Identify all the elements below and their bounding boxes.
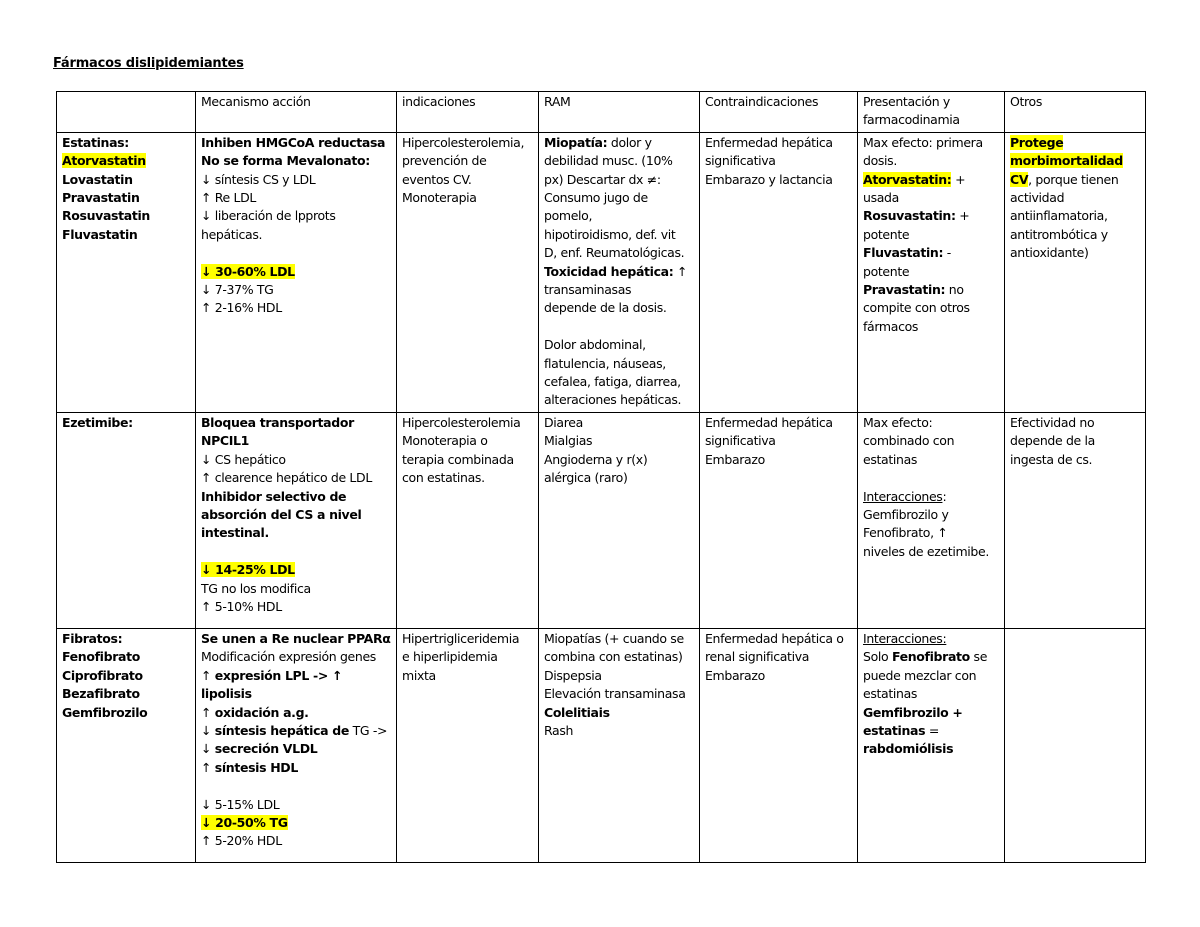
cell-line [544, 451, 694, 469]
cell-text: = [925, 722, 939, 738]
cell-line [544, 391, 694, 409]
cell-text: Consumo jugo de [544, 190, 648, 206]
cell-text: Inhiben HMGCoA reductasa [201, 134, 386, 150]
header-cell-contraindications: Contraindicaciones [700, 92, 858, 133]
cell-line [201, 543, 391, 561]
cell-text: ↑ 2-16% HDL [201, 300, 282, 316]
cell-line [201, 299, 391, 317]
cell-text: Enfermedad hepática [705, 134, 833, 150]
cell-text: ↑ clearence hepático de LDL [201, 470, 372, 486]
cell-text: Pravastatin: [863, 282, 946, 298]
table-row-statins [57, 132, 1146, 412]
cell-text: ↑ 5-10% HDL [201, 598, 282, 614]
cell-presentation [858, 132, 1005, 412]
cell-line [705, 414, 852, 432]
cell-text: Ezetimibe: [62, 414, 133, 430]
cell-text: pomelo, [544, 208, 593, 224]
cell-text: Elevación transaminasa [544, 686, 686, 702]
cell-text: significativa [705, 433, 776, 449]
cell-text: usada [863, 190, 899, 206]
cell-text: Monoterapia o [402, 433, 488, 449]
cell-line [544, 207, 694, 225]
cell-line [544, 299, 694, 317]
cell-text: Angioderna y r(x) [544, 451, 648, 467]
cell-line [201, 414, 391, 432]
cell-text: depende de la dosis. [544, 300, 667, 316]
cell-ram [539, 412, 700, 628]
cell-text: Monoterapia [402, 190, 477, 206]
cell-line [705, 152, 852, 170]
cell-text: Gemfibrozilo + [863, 704, 963, 720]
cell-text: Fluvastatin: [863, 245, 944, 261]
cell-line [705, 667, 852, 685]
cell-line [544, 648, 694, 666]
cell-text: transaminasas [544, 282, 632, 298]
cell-line [402, 469, 533, 487]
cell-text: mixta [402, 667, 436, 683]
cell-text: estatinas [863, 686, 918, 702]
cell-presentation [858, 412, 1005, 628]
cell-line [705, 630, 852, 648]
cell-line [544, 336, 694, 354]
cell-text: Dolor abdominal, [544, 337, 646, 353]
cell-other [1005, 132, 1146, 412]
cell-text: Protege [1010, 134, 1064, 150]
cell-line [544, 134, 694, 152]
cell-contraindications [700, 132, 858, 412]
cell-text: Modificación expresión genes [201, 649, 376, 665]
cell-text: cefalea, fatiga, diarrea, [544, 374, 681, 390]
cell-line [402, 432, 533, 450]
cell-line [402, 667, 533, 685]
cell-line [863, 506, 999, 524]
cell-text: estatinas [863, 722, 926, 738]
cell-line [863, 722, 999, 740]
cell-line [402, 171, 533, 189]
cell-line [1010, 432, 1140, 450]
cell-text: Toxicidad hepática: [544, 263, 674, 279]
cell-text: Colelitiais [544, 704, 610, 720]
cell-line [544, 722, 694, 740]
cell-line [201, 561, 391, 579]
cell-line [62, 630, 190, 648]
cell-text: - [943, 245, 951, 261]
cell-text: ↓ 20-50% TG [201, 814, 288, 830]
cell-text: Gemfibrozilo [62, 704, 148, 720]
cell-text: Embarazo [705, 667, 765, 683]
cell-text: ↑ Re LDL [201, 190, 256, 206]
cell-line [544, 263, 694, 281]
cell-text: ↑ [673, 263, 688, 279]
table-row-fibrates [57, 628, 1146, 862]
cell-line [201, 244, 391, 262]
cell-line [544, 432, 694, 450]
cell-text: absorción del CS a nivel [201, 506, 362, 522]
cell-line [402, 134, 533, 152]
cell-line [201, 226, 391, 244]
cell-text: secreción VLDL [214, 741, 318, 757]
cell-line [1010, 171, 1140, 189]
cell-text: , porque tienen [1028, 171, 1119, 187]
cell-line [863, 318, 999, 336]
cell-indications [397, 132, 539, 412]
cell-text: hepáticas. [201, 226, 263, 242]
cell-line [863, 648, 999, 666]
cell-line [863, 414, 999, 432]
cell-text: Fibratos: [62, 630, 123, 646]
cell-text: ↓ 14-25% LDL [201, 562, 295, 578]
cell-line [201, 648, 391, 666]
cell-text: ↑ 5-20% HDL [201, 833, 282, 849]
cell-line [705, 432, 852, 450]
cell-text: ↓ liberación de lpprots [201, 208, 336, 224]
cell-text: Rosuvastatin [62, 208, 150, 224]
cell-text: terapia combinada [402, 451, 514, 467]
cell-text: significativa [705, 153, 776, 169]
cell-line [863, 524, 999, 542]
cell-contraindications [700, 628, 858, 862]
cell-text: px) Descartar dx ≠: [544, 171, 661, 187]
cell-text: Hipercolesterolemia, [402, 134, 525, 150]
cell-text: compite con otros [863, 300, 970, 316]
cell-text: : [942, 488, 947, 504]
cell-text: combina con estatinas) [544, 649, 683, 665]
cell-line [201, 469, 391, 487]
cell-text: ↓ síntesis CS y LDL [201, 171, 316, 187]
cell-text: Mialgias [544, 433, 593, 449]
cell-line [544, 171, 694, 189]
header-cell-mechanism: Mecanismo acción [196, 92, 397, 133]
cell-text: Fluvastatin [62, 226, 138, 242]
cell-line [201, 598, 391, 616]
cell-line [201, 722, 391, 740]
cell-text: eventos CV. [402, 171, 472, 187]
cell-line [863, 244, 999, 262]
cell-text: Fenofibrato [891, 649, 970, 665]
cell-text: + [951, 171, 966, 187]
cell-line [62, 226, 190, 244]
cell-line [201, 814, 391, 832]
cell-line [863, 207, 999, 225]
cell-line [201, 832, 391, 850]
cell-indications [397, 412, 539, 628]
cell-line [201, 580, 391, 598]
cell-line [863, 451, 999, 469]
cell-line [201, 777, 391, 795]
cell-line [544, 469, 694, 487]
header-cell-drug [57, 92, 196, 133]
cell-line [201, 704, 391, 722]
cell-other [1005, 628, 1146, 862]
cell-text: depende de la [1010, 433, 1095, 449]
cell-line [201, 189, 391, 207]
cell-line [1010, 207, 1140, 225]
cell-line [201, 796, 391, 814]
cell-line [201, 134, 391, 152]
cell-line [544, 373, 694, 391]
cell-text: morbimortalidad [1010, 153, 1123, 169]
cell-text: ↓ CS hepático [201, 451, 286, 467]
cell-line [863, 740, 999, 758]
cell-line [62, 704, 190, 722]
cell-line [544, 685, 694, 703]
cell-line [863, 263, 999, 281]
cell-line [544, 414, 694, 432]
cell-text: Rosuvastatin: [863, 208, 956, 224]
cell-line [1010, 134, 1140, 152]
cell-line [705, 134, 852, 152]
cell-mechanism [196, 412, 397, 628]
cell-text: Hipercolesterolemia [402, 414, 521, 430]
cell-text: Atorvastatin: [863, 171, 952, 187]
cell-line [201, 451, 391, 469]
cell-text: ingesta de cs. [1010, 451, 1093, 467]
cell-text: Dispepsia [544, 667, 602, 683]
cell-line [544, 244, 694, 262]
cell-text: antioxidante) [1010, 245, 1089, 261]
cell-text: síntesis hepática de [214, 722, 349, 738]
cell-line [402, 630, 533, 648]
cell-text: alteraciones hepáticas. [544, 392, 682, 408]
cell-text: Solo [863, 649, 892, 665]
cell-text: Miopatías (+ cuando se [544, 630, 684, 646]
cell-text: actividad [1010, 190, 1065, 206]
cell-text: síntesis HDL [214, 759, 298, 775]
cell-contraindications [700, 412, 858, 628]
cell-line [863, 299, 999, 317]
cell-line [201, 524, 391, 542]
cell-line [1010, 414, 1140, 432]
cell-line [201, 759, 391, 777]
cell-line [863, 469, 999, 487]
cell-text: ↑ [201, 704, 215, 720]
cell-line [544, 355, 694, 373]
cell-line [544, 189, 694, 207]
cell-line [62, 152, 190, 170]
cell-text: Max efecto: primera [863, 134, 983, 150]
cell-text: debilidad musc. (10% [544, 153, 673, 169]
cell-text: prevención de [402, 153, 487, 169]
cell-line [201, 263, 391, 281]
cell-text: niveles de ezetimibe. [863, 543, 989, 559]
cell-text: Rash [544, 722, 574, 738]
cell-text: Efectividad no [1010, 414, 1095, 430]
cell-mechanism [196, 132, 397, 412]
cell-line [1010, 451, 1140, 469]
cell-line [201, 488, 391, 506]
cell-text: ↓ 7-37% TG [201, 282, 274, 298]
cell-indications [397, 628, 539, 862]
header-row [57, 92, 1146, 133]
cell-text: renal significativa [705, 649, 810, 665]
cell-other [1005, 412, 1146, 628]
document-title: Fármacos dislipidemiantes [53, 56, 244, 71]
cell-presentation [858, 628, 1005, 862]
cell-text: antitrombótica y [1010, 226, 1108, 242]
cell-text: ↑ [201, 759, 215, 775]
cell-ram [539, 628, 700, 862]
cell-line [201, 685, 391, 703]
cell-line [544, 281, 694, 299]
cell-line [863, 630, 999, 648]
cell-text: alérgica (raro) [544, 470, 628, 486]
drug-table [56, 91, 1146, 863]
cell-text: Inhibidor selectivo de [201, 488, 347, 504]
header-cell-other: Otros [1005, 92, 1146, 133]
cell-line [863, 704, 999, 722]
cell-text: Enfermedad hepática [705, 414, 833, 430]
cell-text: hipotiroidismo, def. vit [544, 226, 676, 242]
cell-text: fármacos [863, 318, 919, 334]
cell-text: ↓ 5-15% LDL [201, 796, 280, 812]
cell-line [1010, 244, 1140, 262]
cell-line [62, 685, 190, 703]
cell-text: no [945, 282, 964, 298]
cell-drug-group [57, 132, 196, 412]
cell-line [201, 432, 391, 450]
cell-line [201, 667, 391, 685]
cell-text: ↓ [201, 741, 215, 757]
cell-text: Gemfibrozilo y [863, 506, 949, 522]
cell-text: rabdomiólisis [863, 741, 954, 757]
cell-line [705, 451, 852, 469]
cell-line [544, 152, 694, 170]
cell-text: con estatinas. [402, 470, 485, 486]
cell-line [863, 543, 999, 561]
cell-line [863, 226, 999, 244]
cell-line [62, 134, 190, 152]
cell-text: antiinflamatoria, [1010, 208, 1108, 224]
cell-line [544, 667, 694, 685]
cell-text: Enfermedad hepática o [705, 630, 844, 646]
cell-ram [539, 132, 700, 412]
cell-line [705, 648, 852, 666]
cell-text: intestinal. [201, 525, 269, 541]
cell-text: Embarazo y lactancia [705, 171, 833, 187]
cell-text: Pravastatin [62, 190, 140, 206]
cell-text: + [955, 208, 970, 224]
cell-line [863, 281, 999, 299]
cell-text: Miopatía: [544, 134, 608, 150]
cell-text: e hiperlipidemia [402, 649, 498, 665]
cell-line [201, 506, 391, 524]
cell-text: Atorvastatin [62, 153, 146, 169]
cell-line [201, 740, 391, 758]
cell-line [863, 134, 999, 152]
cell-drug-group [57, 412, 196, 628]
cell-line [402, 451, 533, 469]
cell-line [402, 414, 533, 432]
cell-line [863, 152, 999, 170]
cell-text: potente [863, 263, 910, 279]
cell-line [863, 667, 999, 685]
cell-text: Bloquea transportador [201, 414, 354, 430]
cell-drug-group [57, 628, 196, 862]
cell-text: combinado con [863, 433, 955, 449]
cell-text: Estatinas: [62, 134, 129, 150]
cell-text: Ciprofibrato [62, 667, 143, 683]
cell-line [544, 318, 694, 336]
cell-text: Se unen a Re nuclear PPARα [201, 630, 391, 646]
cell-text: Lovastatin [62, 171, 133, 187]
cell-text: Interacciones: [863, 630, 947, 646]
cell-line [62, 414, 190, 432]
cell-text: TG -> [349, 722, 388, 738]
cell-text: Max efecto: [863, 414, 933, 430]
cell-line [863, 432, 999, 450]
cell-line [402, 189, 533, 207]
cell-line [863, 171, 999, 189]
cell-line [62, 648, 190, 666]
cell-text: Fenofibrato [62, 649, 140, 665]
cell-text: CV [1010, 171, 1029, 187]
cell-line [201, 630, 391, 648]
table-row-ezetimibe [57, 412, 1146, 628]
cell-text: oxidación a.g. [214, 704, 309, 720]
cell-line [62, 667, 190, 685]
cell-text: Bezafibrato [62, 686, 140, 702]
cell-text: lipolisis [201, 686, 252, 702]
header-cell-presentation: Presentación y farmacodinamia [858, 92, 1005, 133]
cell-line [402, 152, 533, 170]
cell-text: Embarazo [705, 451, 765, 467]
cell-text: ↓ 30-60% LDL [201, 263, 295, 279]
cell-text: se [969, 649, 988, 665]
cell-text: Hipertrigliceridemia [402, 630, 520, 646]
cell-text: D, enf. Reumatológicas. [544, 245, 685, 261]
cell-line [544, 630, 694, 648]
cell-line [1010, 152, 1140, 170]
cell-text: No se forma Mevalonato: [201, 153, 370, 169]
cell-line [863, 685, 999, 703]
cell-line [544, 704, 694, 722]
cell-text: expresión LPL -> ↑ [214, 667, 343, 683]
cell-line [62, 189, 190, 207]
cell-line [201, 281, 391, 299]
cell-text: Fenofibrato, ↑ [863, 525, 948, 541]
cell-line [705, 171, 852, 189]
cell-line [1010, 189, 1140, 207]
cell-text: NPCIL1 [201, 433, 250, 449]
cell-mechanism [196, 628, 397, 862]
header-cell-indications: indicaciones [397, 92, 539, 133]
cell-text: flatulencia, náuseas, [544, 355, 666, 371]
header-cell-ram: RAM [539, 92, 700, 133]
cell-line [402, 648, 533, 666]
cell-text: potente [863, 226, 910, 242]
cell-line [201, 171, 391, 189]
cell-line [201, 152, 391, 170]
cell-text: dosis. [863, 153, 897, 169]
cell-text: dolor y [607, 134, 652, 150]
cell-text: puede mezclar con [863, 667, 977, 683]
cell-text: ↑ [201, 667, 215, 683]
cell-text: Diarea [544, 414, 583, 430]
cell-line [863, 488, 999, 506]
cell-line [62, 207, 190, 225]
cell-text: ↓ [201, 722, 215, 738]
cell-line [201, 207, 391, 225]
cell-line [62, 171, 190, 189]
cell-line [863, 189, 999, 207]
cell-text: TG no los modifica [201, 580, 311, 596]
cell-text: estatinas [863, 451, 918, 467]
cell-line [1010, 226, 1140, 244]
cell-line [544, 226, 694, 244]
cell-text: Interacciones [863, 488, 943, 504]
